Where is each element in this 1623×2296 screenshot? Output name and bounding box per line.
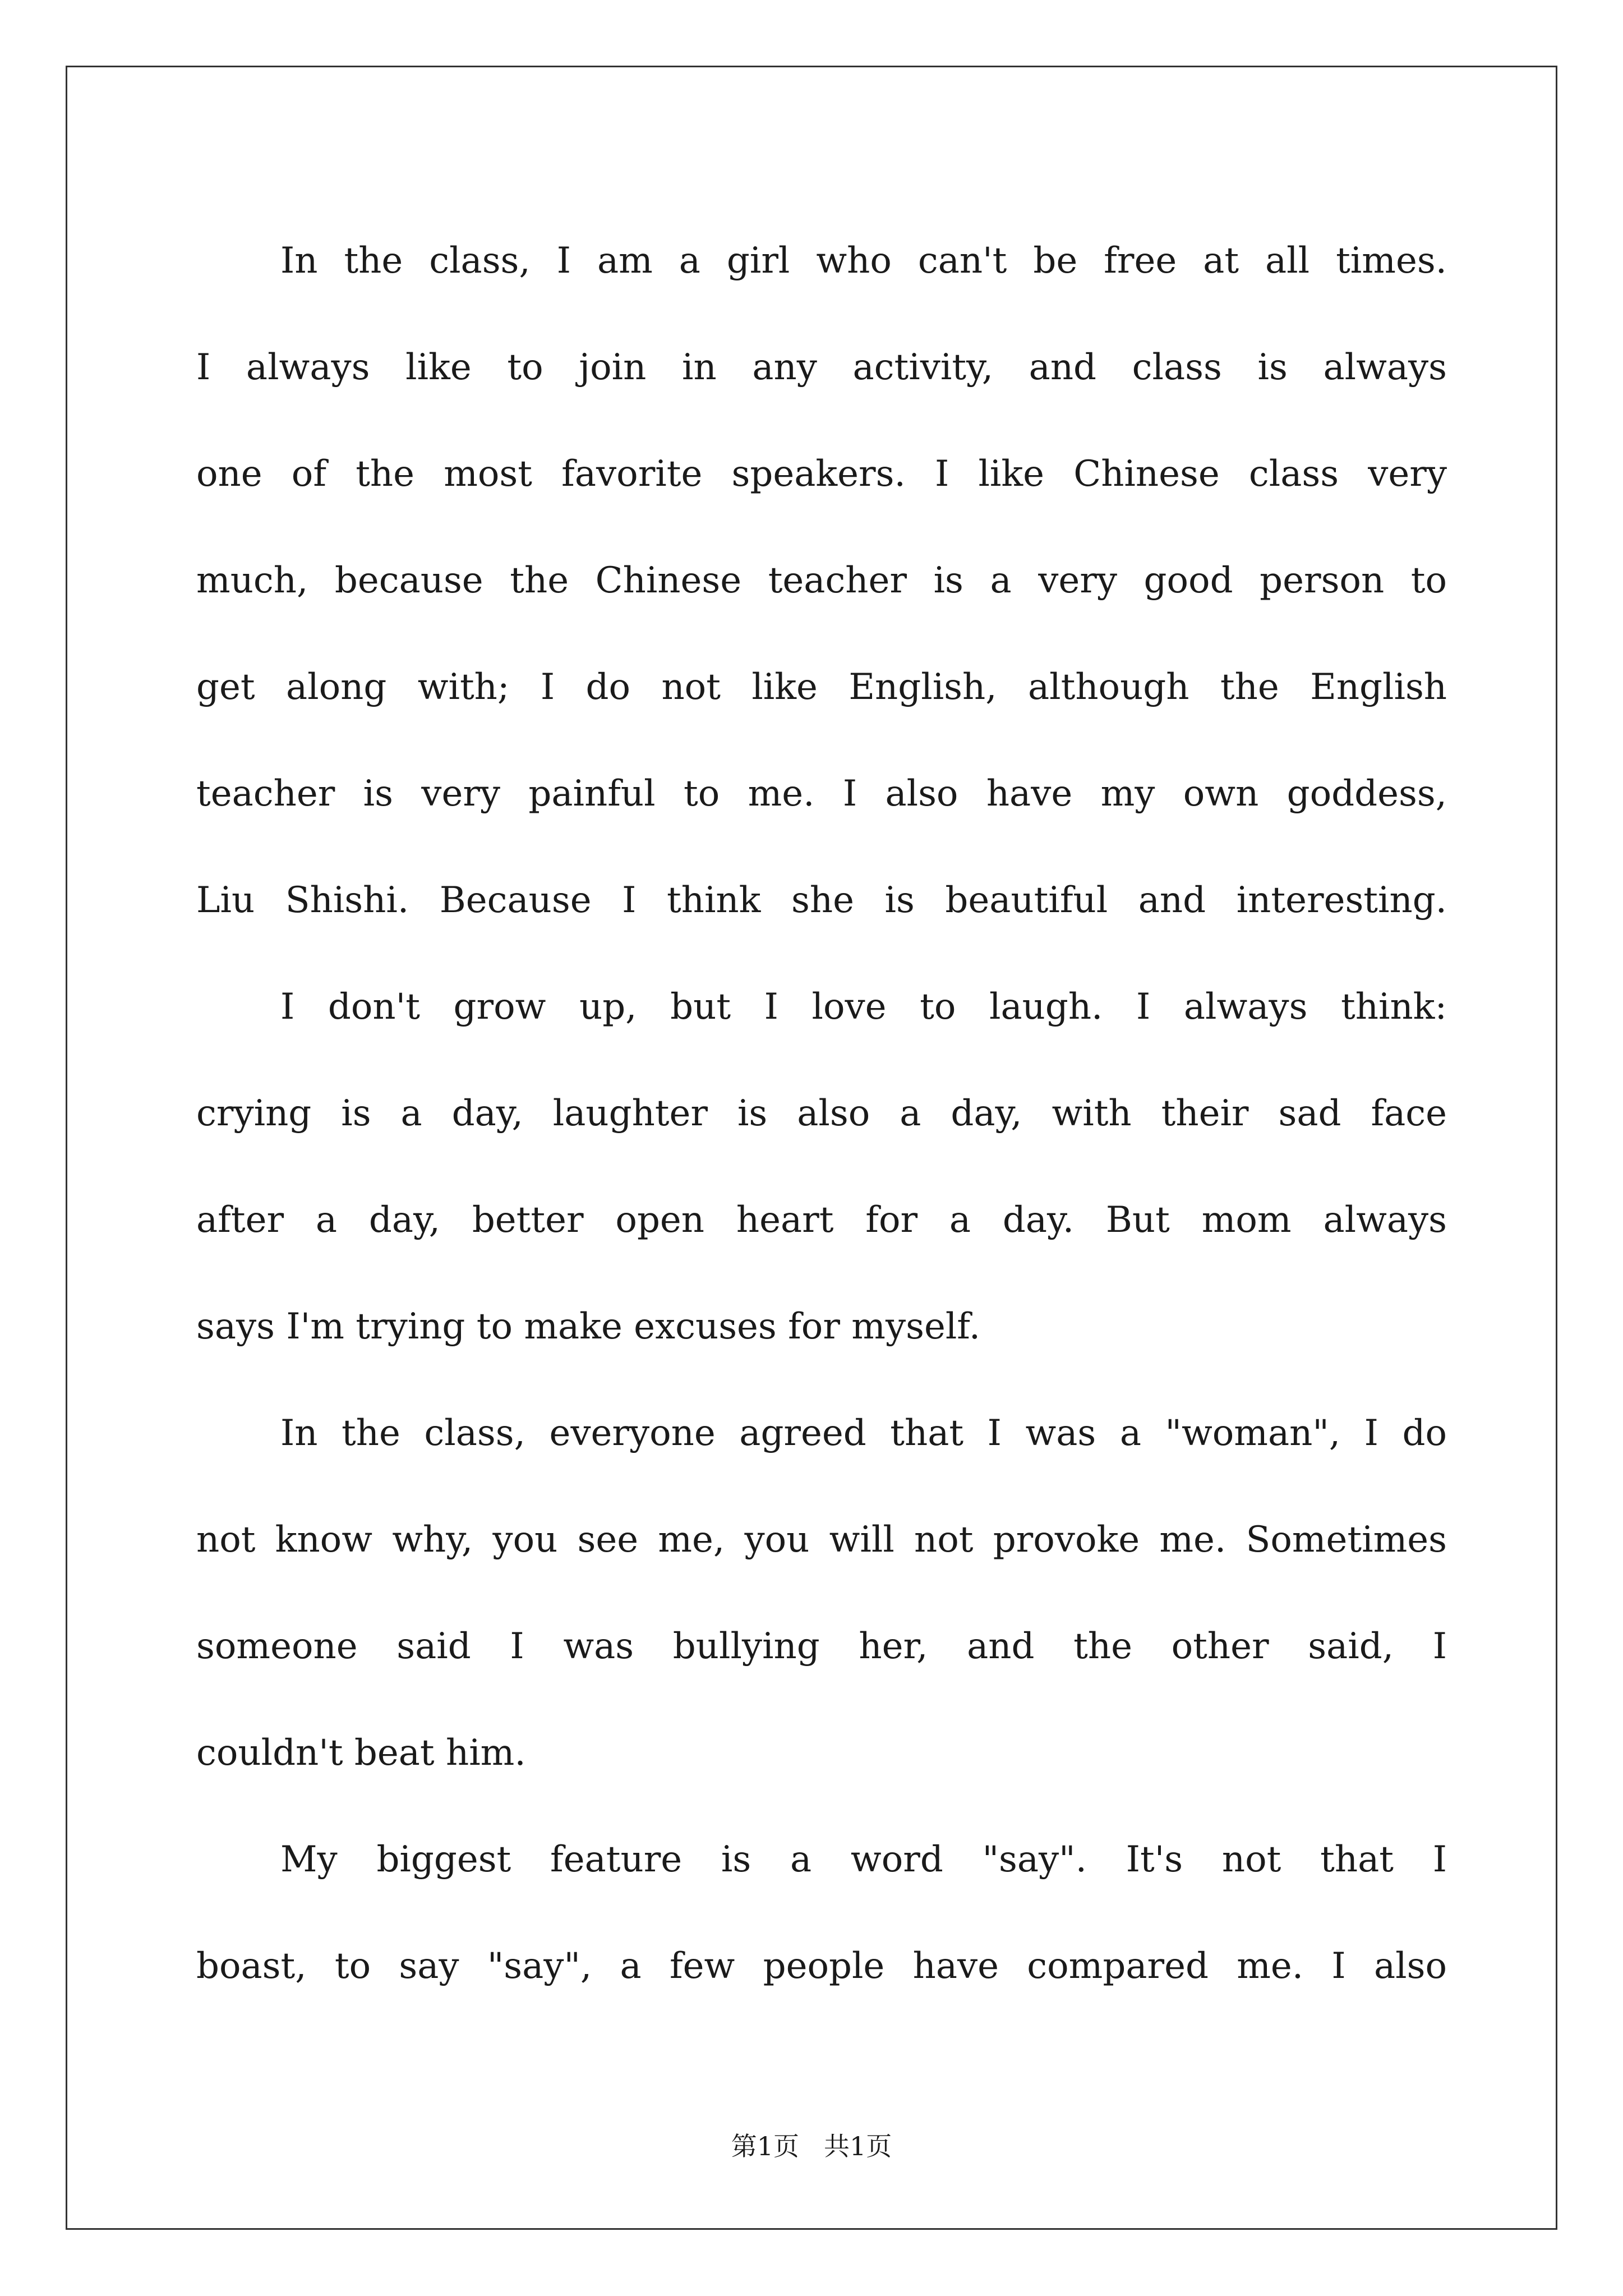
text-line: much, because the Chinese teacher is a very good person to: [196, 560, 1447, 601]
text-line: someone said I was bullying her, and the other said, I: [196, 1626, 1447, 1667]
text-line: get along with; I do not like English, although the English: [196, 666, 1447, 708]
text-line: In the class, everyone agreed that I was a "woman", I do: [280, 1412, 1447, 1454]
text-line: My biggest feature is a word "say". It's not that I: [280, 1839, 1447, 1880]
text-line: not know why, you see me, you will not provoke me. Sometimes: [196, 1519, 1447, 1561]
page-number-total: 共1页: [824, 2131, 892, 2161]
text-line: teacher is very painful to me. I also have my own goddess,: [196, 773, 1447, 815]
text-line: after a day, better open heart for a day. But mom always: [196, 1199, 1447, 1241]
text-line: crying is a day, laughter is also a day, with their sad face: [196, 1093, 1447, 1134]
text-line: boast, to say "say", a few people have compared me. I also: [196, 1945, 1447, 1987]
text-line: one of the most favorite speakers. I like Chinese class very: [196, 453, 1447, 495]
page-footer: [0, 2126, 1623, 2163]
text-line: Liu Shishi. Because I think she is beautiful and interesting.: [196, 880, 1447, 921]
text-line: couldn't beat him.: [196, 1732, 526, 1774]
document-body: [196, 208, 1447, 2019]
text-line: says I'm trying to make excuses for myself.: [196, 1306, 981, 1347]
text-line: I always like to join in any activity, and class is always: [196, 347, 1447, 388]
page-number-current: 第1页: [731, 2131, 799, 2161]
text-line: I don't grow up, but I love to laugh. I always think:: [280, 986, 1447, 1028]
text-line: In the class, I am a girl who can't be free at all times.: [280, 240, 1447, 282]
